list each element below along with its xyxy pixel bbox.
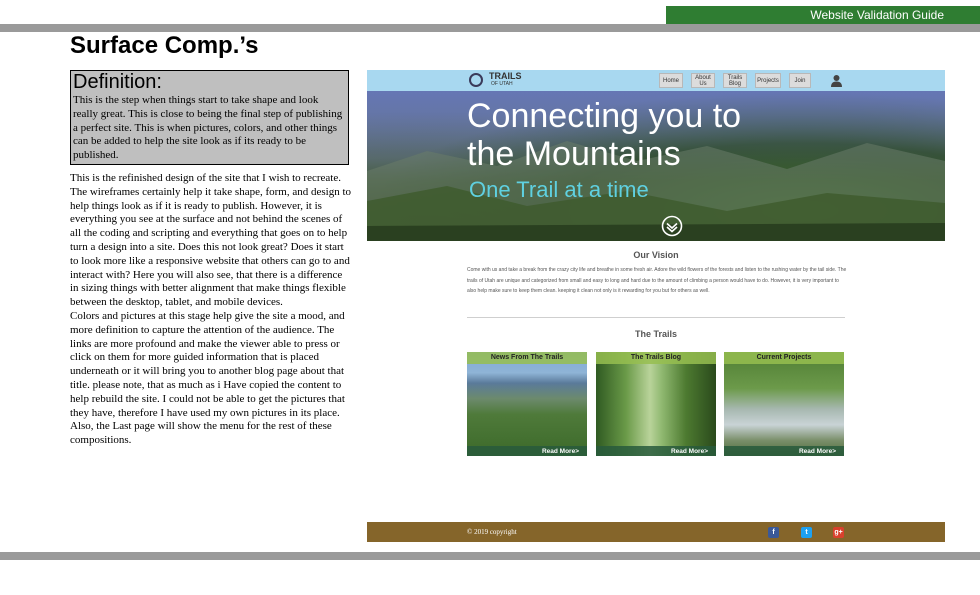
trail-card-projects[interactable]: [724, 352, 844, 456]
vision-text: Come with us and take a break from the crazy city life and breathe in some fresh air. Adore the wild flowers of the forests and listen to the rushing water by the tail side. The trails of Utah are unique and categorized from small and easy to long and hard due to the amount of climbing a person would have to do. However, it is very important to also help make sure to keep them clean. keeping it clean not only is it rewarding for you but for others as well.: [467, 267, 847, 294]
bottom-divider-bar: [0, 552, 980, 560]
read-more-link[interactable]: Read More>: [670, 448, 708, 455]
site-footer: [367, 522, 945, 542]
vision-heading: Our Vision: [633, 250, 679, 260]
body-paragraph: Colors and pictures at this stage help give the site a mood, and more definition to capture the attention of the audience. The links are more profound and make the viewer able to press or click on them for more guided information that is placed underneath or it will bring you to another blog page about that title. please note, that as much as i Have copied the content to help rebuild the site. I could not be able to get the pictures that they have, therefore I have used my own pictures in its place. Also, the Last page will show the menu for the rest of these compositions.: [70, 309, 345, 447]
read-more-link[interactable]: Read More>: [798, 448, 836, 455]
body-text: [70, 172, 352, 448]
nav-home[interactable]: Home: [659, 73, 683, 88]
site-navbar: [367, 70, 945, 91]
site-logo-subtext: OF UTAH: [491, 81, 513, 87]
scroll-down-chevron-icon[interactable]: [661, 215, 683, 237]
trail-card-blog[interactable]: [596, 352, 716, 456]
compass-logo-icon: [469, 73, 483, 87]
google-plus-icon[interactable]: g+: [834, 529, 843, 536]
trails-heading: The Trails: [634, 329, 678, 339]
top-divider-bar: [0, 24, 980, 32]
copyright-text: © 2019 copyright: [467, 528, 517, 536]
nav-projects[interactable]: Projects: [755, 73, 781, 88]
hero-headline-line2: the Mountains: [467, 135, 681, 173]
hero-banner: [367, 91, 945, 241]
twitter-icon[interactable]: t: [801, 527, 812, 538]
hero-headline-line1: Connecting you to: [467, 97, 742, 135]
card-title: News From The Trails: [467, 352, 587, 364]
hero-tagline: One Trail at a time: [469, 177, 649, 202]
section-divider: [467, 317, 845, 318]
user-account-icon[interactable]: [830, 74, 843, 87]
card-title: Current Projects: [724, 352, 844, 364]
site-mockup: [367, 70, 945, 542]
facebook-icon[interactable]: f: [768, 527, 779, 538]
definition-text: This is the step when things start to take shape and look really great. This is close to being the final step of publishing a perfect site. This is when pictures, colors, and other things can be added to help the site look as if its ready to be published.: [73, 94, 343, 162]
definition-box: [70, 70, 349, 165]
site-logo-text[interactable]: TRAILS: [489, 71, 522, 81]
nav-about-us[interactable]: About Us: [691, 73, 715, 88]
nav-join[interactable]: Join: [789, 73, 811, 88]
page-title: Surface Comp.’s: [70, 32, 259, 59]
nav-trails-blog[interactable]: Trails Blog: [723, 73, 747, 88]
read-more-link[interactable]: Read More>: [541, 448, 579, 455]
body-paragraph: This is the refinished design of the site that I wish to recreate. The wireframes certainly help it take shape, form, and design to help things look as if it is ready to publish. However, it is everything you see at the surface and not behind the scenes of all the coding and scripting and everything that goes on to help turn a design into a site. Does this not look great? Does it start to look more like a responsive website that others can go to and interact with? Here you will also see, that there is a difference in sizing things with better alignment that make things flexible between the desktop, tablet, and mobile devices.: [70, 172, 352, 309]
card-title: The Trails Blog: [596, 352, 716, 364]
trail-card-news[interactable]: [467, 352, 587, 456]
definition-heading: Definition:: [73, 71, 162, 93]
guide-tab: Website Validation Guide: [666, 6, 980, 24]
